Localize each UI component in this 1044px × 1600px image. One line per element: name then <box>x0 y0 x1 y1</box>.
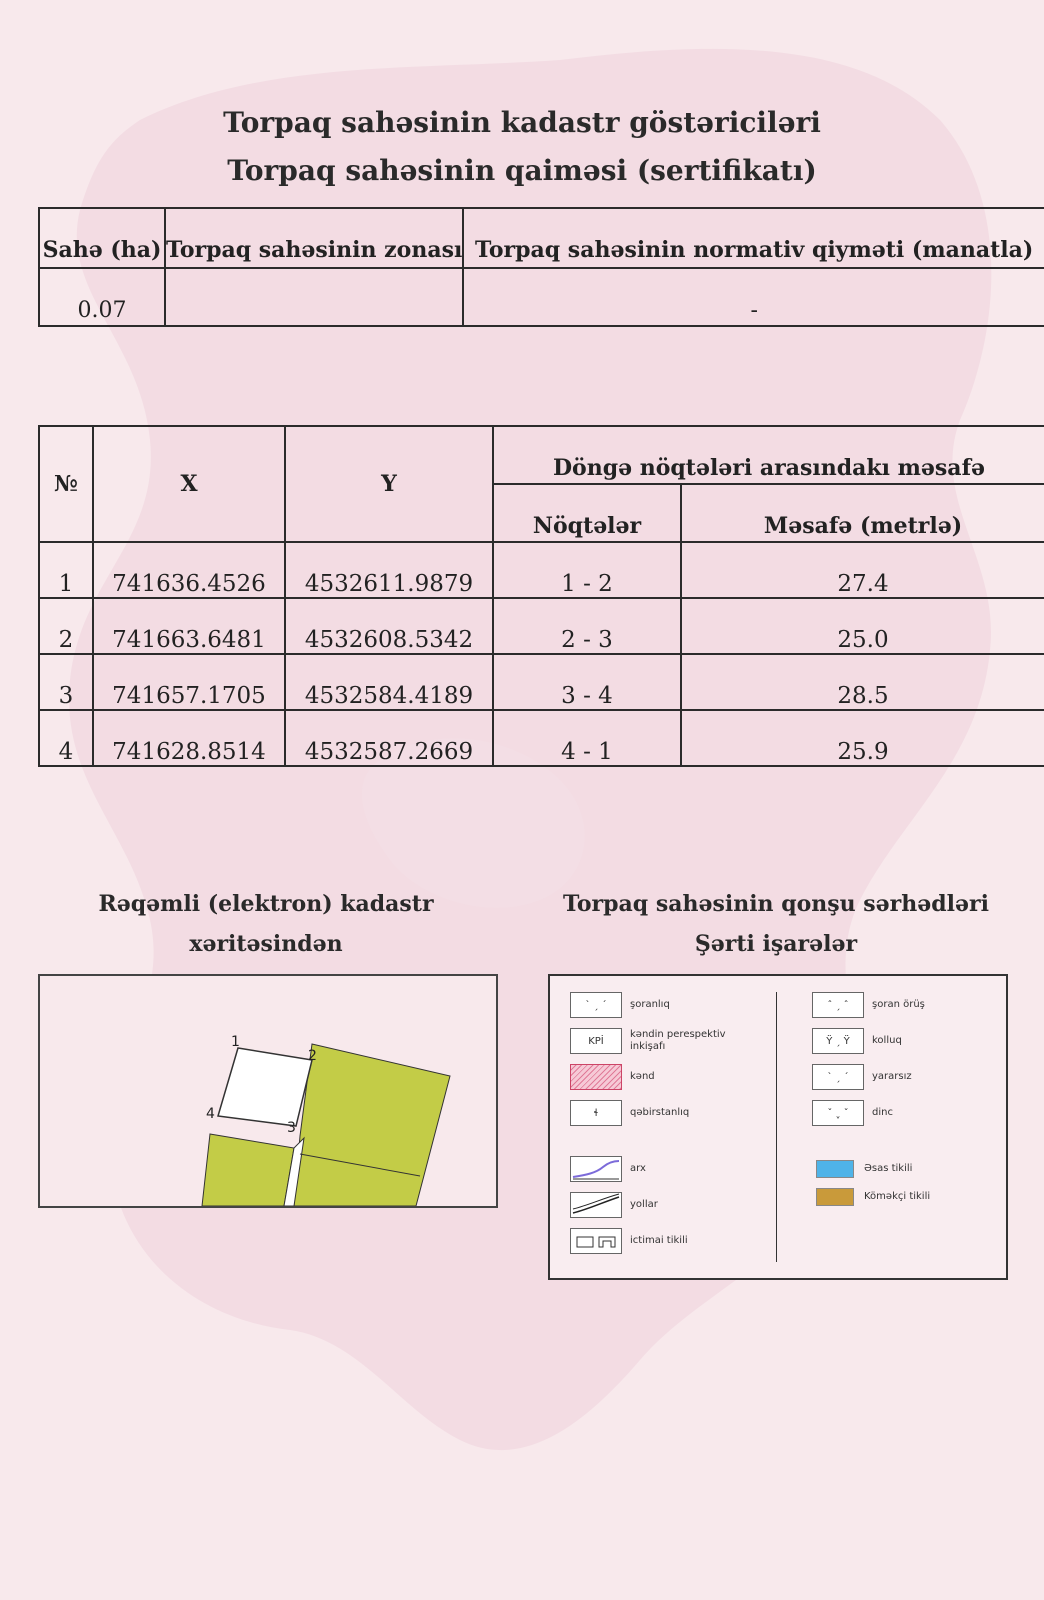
header-normative-price: Torpaq sahəsinin normativ qiyməti (manatla) <box>463 208 1044 268</box>
legend-item-yararsiz: ˋ ˏ ˊ yararsız <box>812 1064 912 1090</box>
summary-table <box>38 207 1044 327</box>
legend-item-komekci-tikili: Köməkçi tikili <box>816 1188 930 1206</box>
value-normative-price: - <box>463 268 1044 326</box>
kend-hatch-icon <box>570 1064 622 1090</box>
cell-x: 741663.6481 <box>93 598 285 654</box>
legend-box <box>548 974 1008 1280</box>
subject-parcel <box>218 1048 312 1126</box>
cemetery-symbol-icon: ɬ <box>570 1100 622 1126</box>
legend-divider <box>776 992 777 1262</box>
cell-number: 1 <box>39 542 93 598</box>
legend-item-kend: kənd <box>570 1064 655 1090</box>
shrub-symbol-icon: Ÿ ˏ Ÿ <box>812 1028 864 1054</box>
cell-distance: 27.4 <box>681 542 1044 598</box>
cell-distance: 28.5 <box>681 654 1044 710</box>
value-area: 0.07 <box>39 268 165 326</box>
cell-points: 2 - 3 <box>493 598 681 654</box>
cell-x: 741636.4526 <box>93 542 285 598</box>
vertex-label-4: 4 <box>206 1106 215 1122</box>
legend-item-kpi: KPİ kəndin perespektiv inkişafı <box>570 1028 730 1054</box>
cell-y: 4532587.2669 <box>285 710 493 766</box>
vertex-label-2: 2 <box>308 1048 317 1064</box>
legend-item-qebirstanliq: ɬ qəbirstanlıq <box>570 1100 689 1126</box>
vertex-label-3: 3 <box>287 1120 296 1136</box>
header-y: Y <box>285 426 493 542</box>
header-distance-group: Döngə nöqtələri arasındakı məsafə <box>493 426 1044 484</box>
public-building-icon <box>570 1228 622 1254</box>
legend-item-arx: arx <box>570 1156 646 1182</box>
cell-number: 4 <box>39 710 93 766</box>
legend-item-ictimai-tikili: ictimai tikili <box>570 1228 688 1254</box>
cell-points: 3 - 4 <box>493 654 681 710</box>
value-zone <box>165 268 463 326</box>
header-number: № <box>39 426 93 542</box>
cell-number: 2 <box>39 598 93 654</box>
legend-item-kolluq: Ÿ ˏ Ÿ kolluq <box>812 1028 902 1054</box>
coordinates-table <box>38 425 1044 767</box>
table-row <box>39 598 1044 654</box>
header-points: Nöqtələr <box>493 484 681 542</box>
legend-item-soran-orus: ˆ ˏ ˆ şoran örüş <box>812 992 925 1018</box>
cell-x: 741657.1705 <box>93 654 285 710</box>
cell-y: 4532584.4189 <box>285 654 493 710</box>
cell-number: 3 <box>39 654 93 710</box>
legend-item-dinc: ˇ ˬ ˇ dinc <box>812 1100 893 1126</box>
legend-item-yollar: yollar <box>570 1192 658 1218</box>
kpi-symbol-icon: KPİ <box>570 1028 622 1054</box>
legend-item-esas-tikili: Əsas tikili <box>816 1160 912 1178</box>
table-row <box>39 654 1044 710</box>
vertex-label-1: 1 <box>231 1034 240 1050</box>
document-subtitle: Torpaq sahəsinin qaiməsi (sertifikatı) <box>227 154 817 187</box>
cell-points: 1 - 2 <box>493 542 681 598</box>
table-row <box>39 710 1044 766</box>
document-title: Torpaq sahəsinin kadastr göstəriciləri <box>223 106 821 139</box>
map-title-line1: Rəqəmli (elektron) kadastr xəritəsindən <box>98 891 434 957</box>
header-zone: Torpaq sahəsinin zonası <box>165 208 463 268</box>
main-building-swatch-icon <box>816 1160 854 1178</box>
legend-title-line2: Şərti işarələr <box>694 931 858 957</box>
fallow-symbol-icon: ˇ ˬ ˇ <box>812 1100 864 1126</box>
cadastral-map <box>38 974 498 1208</box>
header-x: X <box>93 426 285 542</box>
table-row <box>39 542 1044 598</box>
cell-x: 741628.8514 <box>93 710 285 766</box>
cell-distance: 25.9 <box>681 710 1044 766</box>
cell-points: 4 - 1 <box>493 710 681 766</box>
neighbor-parcel-southwest <box>202 1134 294 1206</box>
cadastral-map-drawing <box>40 976 496 1206</box>
cell-y: 4532611.9879 <box>285 542 493 598</box>
legend-item-soranliq: ˋ ˏ ˊ şoranlıq <box>570 992 670 1018</box>
header-area: Sahə (ha) <box>39 208 165 268</box>
legend-section-title <box>548 884 1004 964</box>
header-distance: Məsafə (metrlə) <box>681 484 1044 542</box>
legend-title-line1: Torpaq sahəsinin qonşu sərhədləri <box>563 891 989 917</box>
soranliq-symbol-icon: ˋ ˏ ˊ <box>570 992 622 1018</box>
neighbor-parcel-east <box>294 1044 450 1206</box>
canal-line-icon <box>570 1156 622 1182</box>
auxiliary-building-swatch-icon <box>816 1188 854 1206</box>
unusable-land-symbol-icon: ˋ ˏ ˊ <box>812 1064 864 1090</box>
saline-pasture-symbol-icon: ˆ ˏ ˆ <box>812 992 864 1018</box>
cell-distance: 25.0 <box>681 598 1044 654</box>
cell-y: 4532608.5342 <box>285 598 493 654</box>
road-line-icon <box>570 1192 622 1218</box>
